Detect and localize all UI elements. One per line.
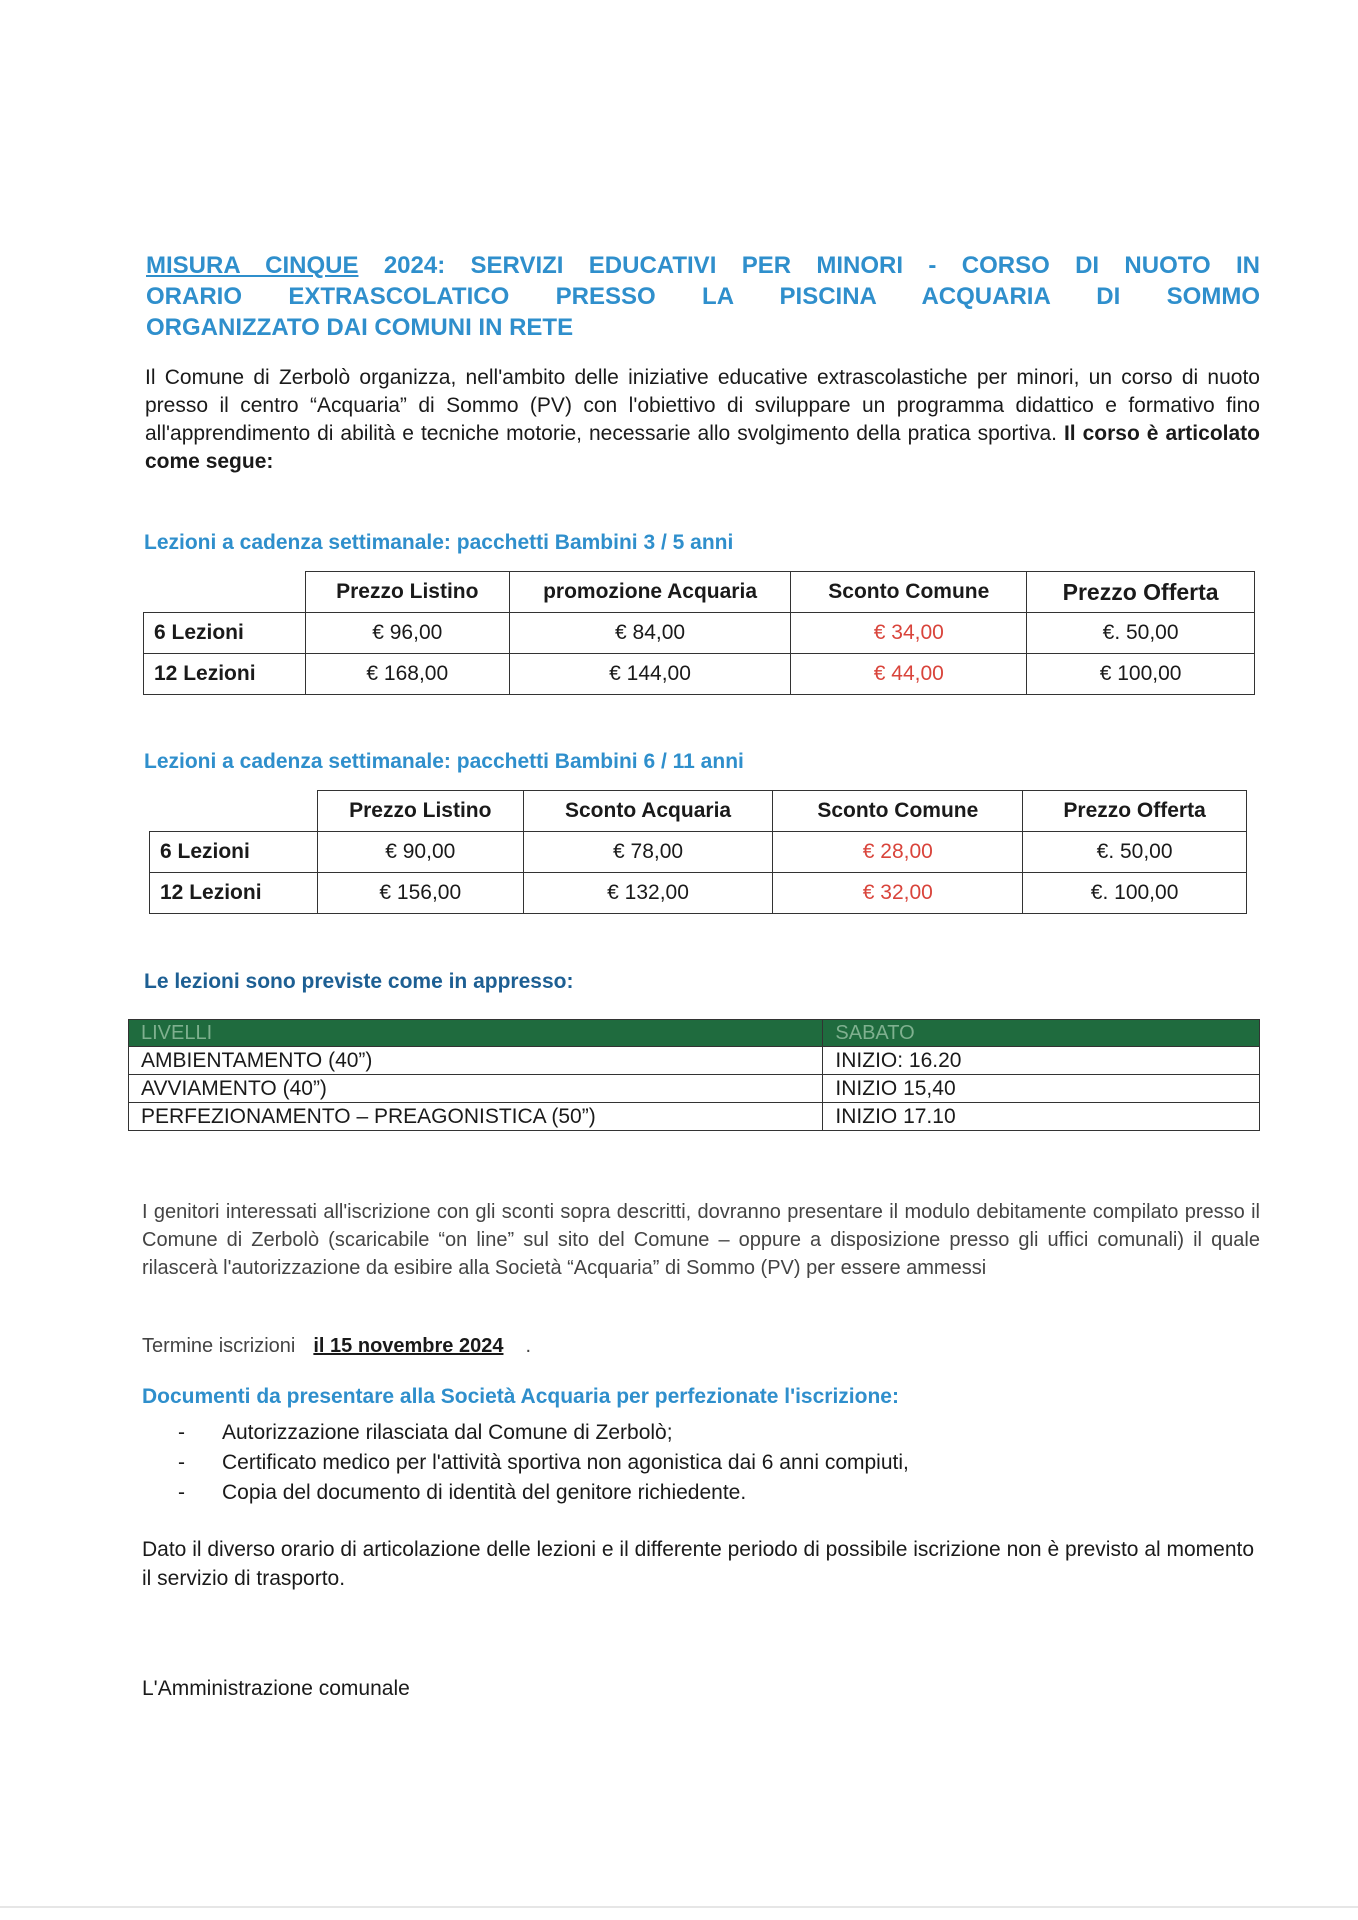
table-header: Sconto Acquaria xyxy=(523,791,773,832)
table-cell: €. 50,00 xyxy=(1027,613,1255,654)
enrollment-paragraph: I genitori interessati all'iscrizione con gli sconti sopra descritti, dovranno presentare il modulo debitamente compilato presso il Comune di Zerbolò (scaricabile “on line” sul sito del Comune – oppure a disposizione presso gli uffici comunali) il quale rilascerà l'autorizzazione da esibire alla Società “Acquaria” di Sommo (PV) per essere ammessi xyxy=(142,1201,1260,1279)
time-cell: INIZIO 17.10 xyxy=(823,1103,1260,1131)
table2-label: Lezioni a cadenza settimanale: pacchetti Bambini 6 / 11 anni xyxy=(144,750,744,773)
documents-title: Documenti da presentare alla Società Acquaria per perfezionate l'iscrizione: xyxy=(142,1385,899,1408)
schedule-header: SABATO xyxy=(823,1020,1260,1047)
intro-text: Il Comune di Zerbolò organizza, nell'ambito delle iniziative educative extrascolastiche per minori, un corso di nuoto presso il centro “Acquaria” di Sommo (PV) con l'obiettivo di sviluppare un programma didattico e formativo fino all'apprendimento di abilità e tecniche motorie, necessarie allo svolgimento della pratica sportiva. xyxy=(145,366,1260,445)
table-header: Sconto Comune xyxy=(773,791,1023,832)
price-table-3-5 xyxy=(143,571,1255,695)
table-cell: € 90,00 xyxy=(317,832,523,873)
row-label: 12 Lezioni xyxy=(150,873,318,914)
title-prefix: MISURA CINQUE xyxy=(146,252,359,279)
table-header: Prezzo Listino xyxy=(305,572,509,613)
signature: L'Amministrazione comunale xyxy=(142,1677,410,1700)
table-cell: €. 100,00 xyxy=(1023,873,1247,914)
table-cell: € 168,00 xyxy=(305,654,509,695)
row-label: 12 Lezioni xyxy=(144,654,306,695)
title-line-2: ORARIO EXTRASCOLATICO PRESSO LA PISCINA ACQUARIA DI SOMMO xyxy=(146,283,1260,310)
deadline-date: il 15 novembre 2024 xyxy=(313,1335,504,1357)
deadline-label: Termine iscrizioni xyxy=(142,1335,296,1357)
discount-cell: € 44,00 xyxy=(791,654,1027,695)
table-cell: €. 50,00 xyxy=(1023,832,1247,873)
table-row xyxy=(129,1075,1260,1103)
table-row xyxy=(150,873,1247,914)
discount-cell: € 34,00 xyxy=(791,613,1027,654)
discount-cell: € 28,00 xyxy=(773,832,1023,873)
price-table-6-11 xyxy=(149,790,1247,914)
intro-paragraph xyxy=(145,364,1260,476)
list-item: - Autorizzazione rilasciata dal Comune di Zerbolò; xyxy=(178,1418,909,1448)
table-row xyxy=(129,1047,1260,1075)
documents-list xyxy=(178,1418,909,1508)
table-header: promozione Acquaria xyxy=(509,572,791,613)
time-cell: INIZIO: 16.20 xyxy=(823,1047,1260,1075)
table-header: Prezzo Offerta xyxy=(1027,572,1255,613)
schedule-label: Le lezioni sono previste come in appresso: xyxy=(144,970,574,993)
table-row xyxy=(129,1103,1260,1131)
deadline-dot: . xyxy=(525,1335,532,1357)
table-cell: € 100,00 xyxy=(1027,654,1255,695)
table-header-row xyxy=(150,791,1247,832)
table-corner xyxy=(144,572,306,613)
table-row xyxy=(144,613,1255,654)
deadline-line xyxy=(142,1335,531,1358)
closing-paragraph: Dato il diverso orario di articolazione delle lezioni e il differente periodo di possibile iscrizione non è previsto al momento il servizio di trasporto. xyxy=(142,1538,1255,1590)
document-title xyxy=(146,250,1260,343)
table-cell: € 144,00 xyxy=(509,654,791,695)
table-cell: € 132,00 xyxy=(523,873,773,914)
table-cell: € 84,00 xyxy=(509,613,791,654)
table-row xyxy=(144,654,1255,695)
list-item: - Copia del documento di identità del genitore richiedente. xyxy=(178,1478,909,1508)
table-row xyxy=(150,832,1247,873)
level-cell: PERFEZIONAMENTO – PREAGONISTICA (50”) xyxy=(129,1103,823,1131)
discount-cell: € 32,00 xyxy=(773,873,1023,914)
schedule-table xyxy=(128,1019,1260,1131)
table-cell: € 96,00 xyxy=(305,613,509,654)
time-cell: INIZIO 15,40 xyxy=(823,1075,1260,1103)
level-cell: AMBIENTAMENTO (40”) xyxy=(129,1047,823,1075)
table-cell: € 156,00 xyxy=(317,873,523,914)
schedule-header: LIVELLI xyxy=(129,1020,823,1047)
schedule-header-row xyxy=(129,1020,1260,1047)
row-label: 6 Lezioni xyxy=(144,613,306,654)
table1-label: Lezioni a cadenza settimanale: pacchetti Bambini 3 / 5 anni xyxy=(144,531,734,554)
title-line-3: ORGANIZZATO DAI COMUNI IN RETE xyxy=(146,314,574,341)
title-line-1-rest: 2024: SERVIZI EDUCATIVI PER MINORI - CORSO DI NUOTO IN xyxy=(358,252,1261,279)
table-header: Prezzo Offerta xyxy=(1023,791,1247,832)
list-item: - Certificato medico per l'attività sportiva non agonistica dai 6 anni compiuti, xyxy=(178,1448,909,1478)
table-header: Prezzo Listino xyxy=(317,791,523,832)
page-bottom-divider xyxy=(0,1906,1358,1908)
intro-bold: Il corso è articolato come segue: xyxy=(145,422,1260,473)
table-header-row xyxy=(144,572,1255,613)
table-corner xyxy=(150,791,318,832)
table-cell: € 78,00 xyxy=(523,832,773,873)
title-line-1 xyxy=(146,250,1260,281)
level-cell: AVVIAMENTO (40”) xyxy=(129,1075,823,1103)
row-label: 6 Lezioni xyxy=(150,832,318,873)
table-header: Sconto Comune xyxy=(791,572,1027,613)
